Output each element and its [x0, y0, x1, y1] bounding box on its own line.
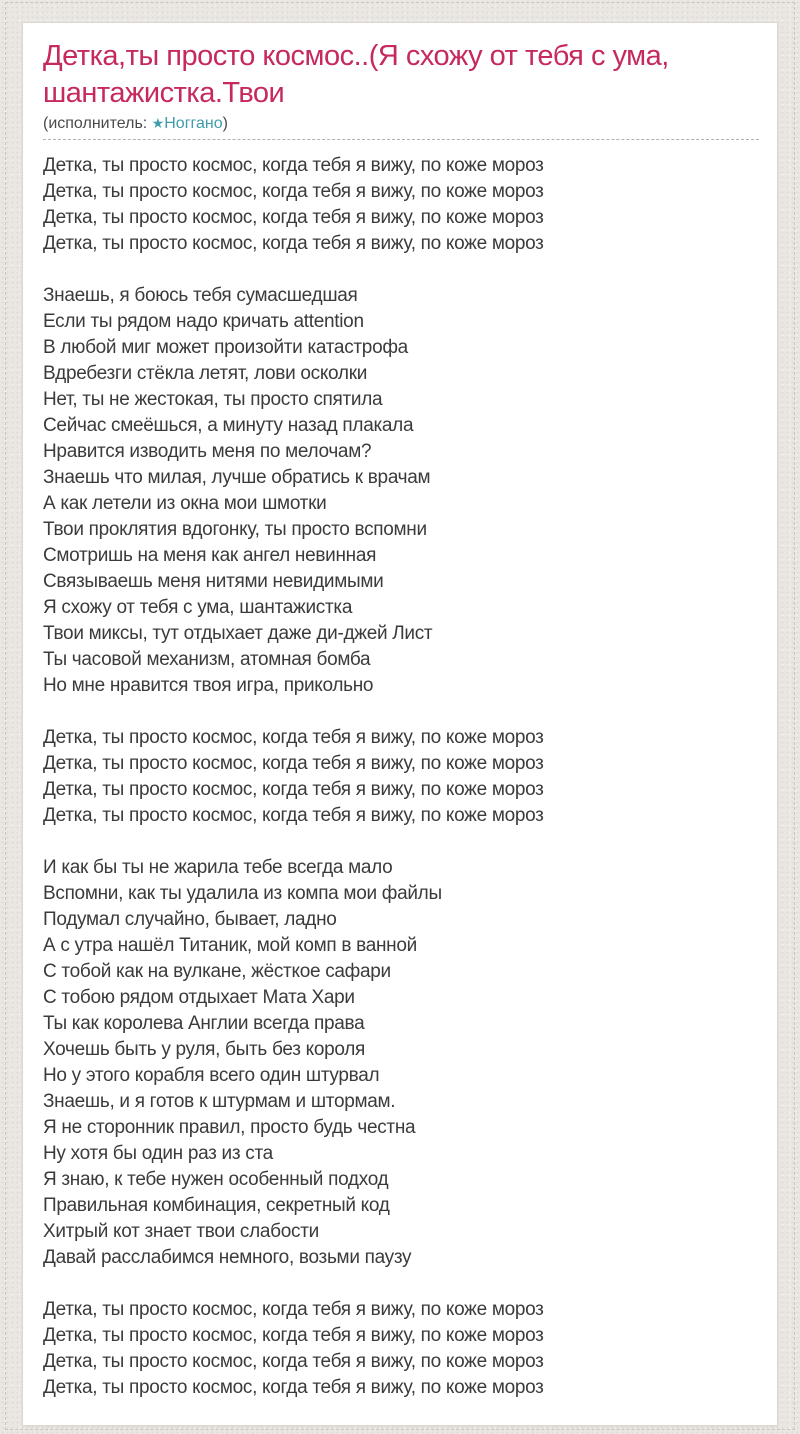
- lyric-line: Ты часовой механизм, атомная бомба: [43, 649, 371, 670]
- lyrics-card: [22, 22, 778, 1426]
- lyric-line: Но мне нравится твоя игра, прикольно: [43, 675, 374, 696]
- star-icon: ★: [151, 115, 165, 131]
- artist-line: [43, 114, 759, 140]
- lyric-line: Детка, ты просто космос, когда тебя я вижу, по коже мороз: [43, 779, 544, 800]
- lyric-line: Детка, ты просто космос, когда тебя я вижу, по коже мороз: [43, 727, 544, 748]
- lyric-line: Детка, ты просто космос, когда тебя я вижу, по коже мороз: [43, 1351, 544, 1372]
- lyric-line: И как бы ты не жарила тебе всегда мало: [43, 857, 393, 878]
- lyric-line: Давай расслабимся немного, возьми паузу: [43, 1247, 412, 1268]
- lyric-line: Твои проклятия вдогонку, ты просто вспомни: [43, 519, 427, 540]
- lyric-line: Нет, ты не жестокая, ты просто спятила: [43, 389, 383, 410]
- lyric-line: Детка, ты просто космос, когда тебя я вижу, по коже мороз: [43, 181, 544, 202]
- lyric-line: Детка, ты просто космос, когда тебя я вижу, по коже мороз: [43, 1325, 544, 1346]
- lyric-line: С тобой как на вулкане, жёсткое сафари: [43, 961, 391, 982]
- artist-link[interactable]: [152, 115, 223, 132]
- lyric-line: С тобою рядом отдыхает Мата Хари: [43, 987, 355, 1008]
- lyric-line: Твои миксы, тут отдыхает даже ди-джей Лист: [43, 623, 433, 644]
- lyric-line: Я знаю, к тебе нужен особенный подход: [43, 1169, 389, 1190]
- lyric-line: Детка, ты просто космос, когда тебя я вижу, по коже мороз: [43, 753, 544, 774]
- stanza: [43, 855, 759, 1271]
- lyric-line: Если ты рядом надо кричать attention: [43, 311, 364, 332]
- lyric-line: Детка, ты просто космос, когда тебя я вижу, по коже мороз: [43, 1299, 544, 1320]
- lyric-line: Хитрый кот знает твои слабости: [43, 1221, 319, 1242]
- lyric-line: Связываешь меня нитями невидимыми: [43, 571, 384, 592]
- lyrics-text: [43, 153, 759, 1401]
- stanza: [43, 153, 759, 257]
- lyric-line: Хочешь быть у руля, быть без короля: [43, 1039, 365, 1060]
- artist-label-prefix: (исполнитель:: [43, 115, 152, 132]
- song-title: Детка,ты просто космос..(Я схожу от тебя с ума, шантажистка.Твои: [43, 40, 669, 109]
- lyric-line: А с утра нашёл Титаник, мой комп в ванной: [43, 935, 417, 956]
- lyric-line: Детка, ты просто космос, когда тебя я вижу, по коже мороз: [43, 207, 544, 228]
- lyric-line: Сейчас смеёшься, а минуту назад плакала: [43, 415, 414, 436]
- lyric-line: А как летели из окна мои шмотки: [43, 493, 327, 514]
- lyric-line: Ты как королева Англии всегда права: [43, 1013, 365, 1034]
- artist-name: Ноггано: [164, 115, 223, 132]
- lyric-line: Детка, ты просто космос, когда тебя я вижу, по коже мороз: [43, 1377, 544, 1398]
- lyric-line: Я не сторонник правил, просто будь честна: [43, 1117, 416, 1138]
- lyric-line: Детка, ты просто космос, когда тебя я вижу, по коже мороз: [43, 805, 544, 826]
- lyric-line: Смотришь на меня как ангел невинная: [43, 545, 377, 566]
- lyric-line: В любой миг может произойти катастрофа: [43, 337, 408, 358]
- lyric-line: Правильная комбинация, секретный код: [43, 1195, 390, 1216]
- lyric-line: Но у этого корабля всего один штурвал: [43, 1065, 380, 1086]
- lyric-line: Детка, ты просто космос, когда тебя я вижу, по коже мороз: [43, 233, 544, 254]
- lyric-line: Детка, ты просто космос, когда тебя я вижу, по коже мороз: [43, 155, 544, 176]
- stanza: [43, 725, 759, 829]
- lyric-line: Знаешь, и я готов к штурмам и штормам.: [43, 1091, 396, 1112]
- lyric-line: Знаешь, я боюсь тебя сумасшедшая: [43, 285, 358, 306]
- lyric-line: Подумал случайно, бывает, ладно: [43, 909, 337, 930]
- lyric-line: Я схожу от тебя с ума, шантажистка: [43, 597, 353, 618]
- artist-label-suffix: ): [222, 115, 228, 132]
- lyric-line: Нравится изводить меня по мелочам?: [43, 441, 372, 462]
- stanza: [43, 283, 759, 699]
- lyric-line: Вспомни, как ты удалила из компа мои файлы: [43, 883, 442, 904]
- lyric-line: Знаешь что милая, лучше обратись к врачам: [43, 467, 431, 488]
- lyric-line: Вдребезги стёкла летят, лови осколки: [43, 363, 368, 384]
- stanza: [43, 1297, 759, 1401]
- lyric-line: Ну хотя бы один раз из ста: [43, 1143, 273, 1164]
